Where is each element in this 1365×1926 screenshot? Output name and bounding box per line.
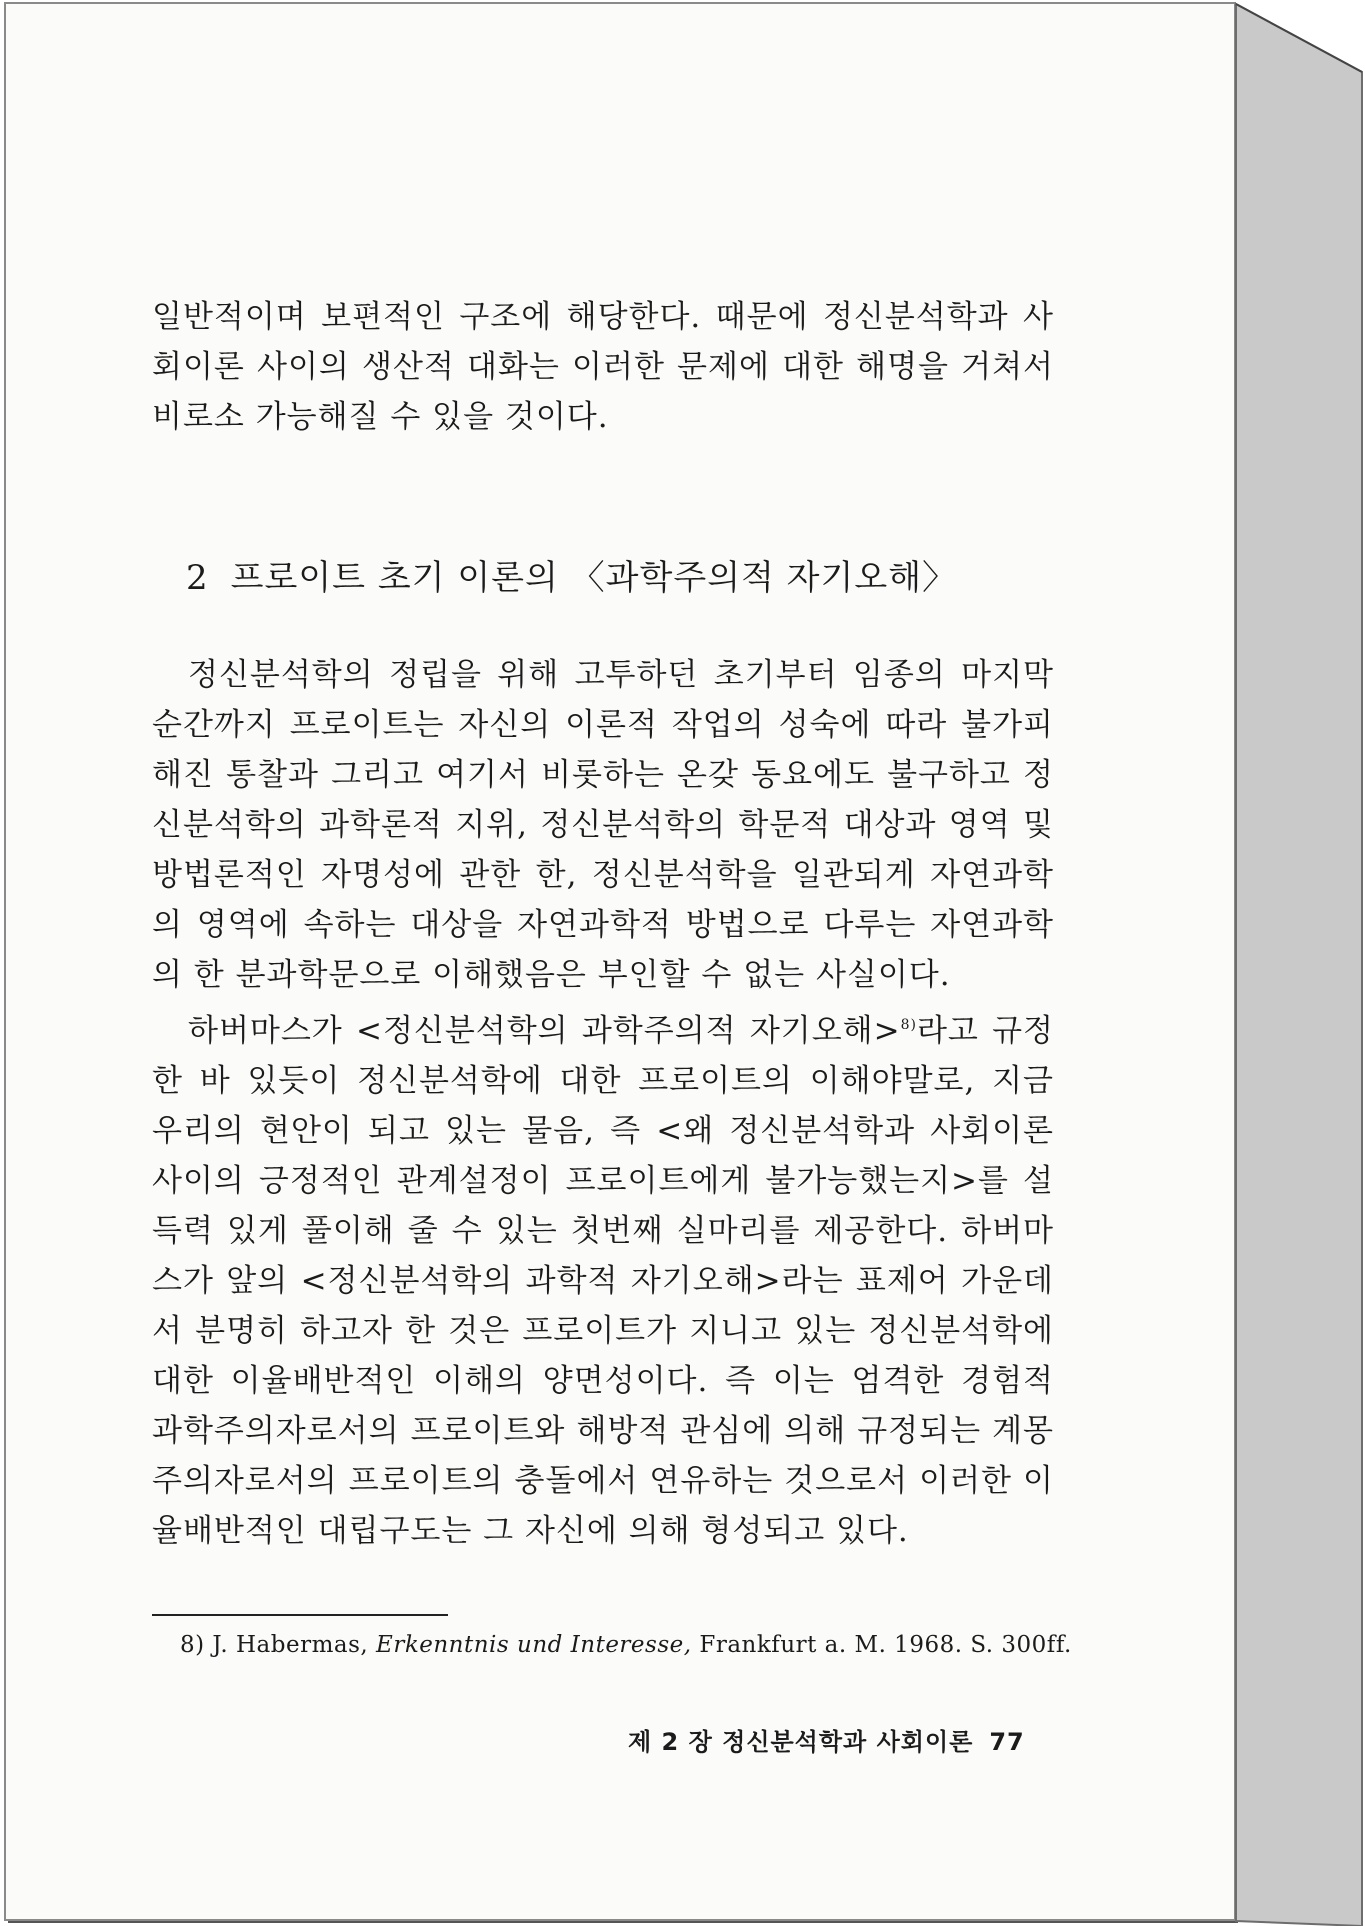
body-text <box>152 650 1054 1556</box>
footnote-reference: 8) <box>900 1017 917 1033</box>
section-number: 2 <box>186 558 209 598</box>
footnote <box>180 1632 1072 1658</box>
paragraph-continued <box>152 292 1054 442</box>
footnote-title: Erkenntnis und Interesse, <box>376 1632 692 1658</box>
chapter-title: 제 2 장 정신분석학과 사회이론 <box>628 1728 974 1756</box>
footnote-author: J. Habermas, <box>212 1632 369 1658</box>
footnote-divider <box>152 1614 448 1616</box>
footnote-mark: 8) <box>180 1632 205 1658</box>
section-title: 프로이트 초기 이론의 〈과학주의적 자기오해〉 <box>230 558 958 598</box>
section-heading <box>186 550 957 599</box>
paragraph-3 <box>152 1000 1054 1556</box>
footnote-publication: Frankfurt a. M. 1968. S. 300ff. <box>699 1632 1072 1658</box>
paragraph-3-part-2: 라고 규정한 바 있듯이 정신분석학에 대한 프로이트의 이해야말로, 지금 우리의 현안이 되고 있는 물음, 즉 <왜 정신분석학과 사회이론 사이의 긍정적인 관계설정이 프로이트에게 불가능했는지>를 설득력 있게 풀이해 줄 수 있는 첫번째 실마리를 제공한다. 하버마스가 앞의 <정신분석학의 과학적 자기오해>라는 표제어 가운데서 분명히 하고자 한 것은 프로이트가 지니고 있는 정신분석학에 대한 이율배반적인 이해의 양면성이다. 즉 이는 엄격한 경험적 과학주의자로서의 프로이트와 해방적 관심에 의해 규정되는 계몽주의자로서의 프로이트의 충돌에서 연유하는 것으로서 이러한 이율배반적인 대립구도는 그 자신에 의해 형성되고 있다. <box>152 1013 1054 1549</box>
page-number: 77 <box>989 1728 1025 1756</box>
paragraph-2: 정신분석학의 정립을 위해 고투하던 초기부터 임종의 마지막 순간까지 프로이트는 자신의 이론적 작업의 성숙에 따라 불가피해진 통찰과 그리고 여기서 비롯하는 온갖 동요에도 불구하고 정신분석학의 과학론적 지위, 정신분석학의 학문적 대상과 영역 및 방법론적인 자명성에 관한 한, 정신분석학을 일관되게 자연과학의 영역에 속하는 대상을 자연과학적 방법으로 다루는 자연과학의 한 분과학문으로 이해했음은 부인할 수 없는 사실이다. <box>152 657 1054 993</box>
paragraph-1: 일반적이며 보편적인 구조에 해당한다. 때문에 정신분석학과 사회이론 사이의 생산적 대화는 이러한 문제에 대한 해명을 거쳐서 비로소 가능해질 수 있을 것이다. <box>152 299 1054 435</box>
running-footer <box>628 1722 1025 1757</box>
paragraph-3-part-1: 하버마스가 <정신분석학의 과학주의적 자기오해> <box>188 1013 901 1049</box>
